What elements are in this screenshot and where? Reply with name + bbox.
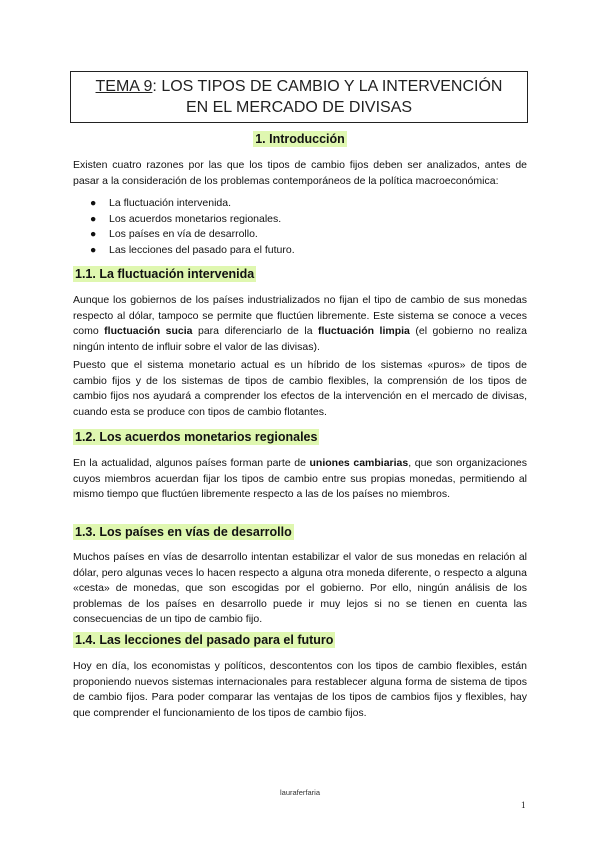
- list-item: [73, 243, 295, 259]
- intro-bullet-list: [73, 196, 295, 258]
- bullet-icon: ●: [90, 197, 97, 209]
- section-1-1-paragraph-2: Puesto que el sistema monetario actual es un híbrido de los sistemas «puros» de tipos de cambio fijos y de los sistemas de tipos de cambio flexibles, la comprensión de los tipos de cambio fijos nos ayudará a comprender los efectos de la intervención en el mercado de divisas, cuando esta se produce con tipos de cambio flotantes.: [73, 359, 527, 418]
- text-run: En la actualidad, algunos países forman parte de: [73, 457, 310, 469]
- list-item: [73, 196, 295, 212]
- term-fluctuacion-limpia: fluctuación limpia: [318, 325, 410, 337]
- section-1-1-heading: 1.1. La fluctuación intervenida: [75, 267, 255, 281]
- title-text-1: LOS TIPOS DE CAMBIO Y LA INTERVENCIÓN: [156, 78, 503, 95]
- list-item: [73, 212, 295, 228]
- title-colon: :: [152, 78, 157, 95]
- section-1-4-heading-row: [73, 633, 335, 647]
- title-number: TEMA 9: [95, 78, 153, 95]
- footer-author: lauraferfaria: [279, 788, 321, 797]
- section-1-3-heading-row: [73, 525, 527, 542]
- bullet-text: Los acuerdos monetarios regionales.: [109, 212, 282, 225]
- title-line-1: [71, 76, 527, 97]
- bullet-icon: ●: [90, 228, 97, 240]
- document-title: [70, 71, 528, 123]
- list-item: [73, 227, 295, 243]
- term-fluctuacion-sucia: fluctuación sucia: [104, 325, 193, 337]
- section-1-2-paragraph: [73, 456, 527, 503]
- text-run: Aunque los gobiernos de los países industrializados no fijan el tipo de cambio de sus monedas respecto al dólar, tampoco se permite que fluctúen libremente. Este sistema se conoce a veces como: [73, 294, 527, 337]
- section-1-2-heading: 1.2. Los acuerdos monetarios regionales: [75, 430, 318, 444]
- section-1-1-heading-row: [73, 267, 256, 281]
- bullet-text: Los países en vía de desarrollo.: [109, 228, 258, 240]
- section-1-2-heading-row: [73, 430, 319, 444]
- text-run: , que son organizaciones cuyos miembros acuerdan fijar los tipos de cambio entre sus propias monedas, permitiendo al mismo tiempo que fluctúen libremente respecto a las de los países no miembros.: [73, 457, 527, 500]
- page-number: 1: [521, 800, 526, 810]
- bullet-text: Las lecciones del pasado para el futuro.: [109, 243, 295, 256]
- text-run: (el gobierno no realiza ningún intento de influir sobre el valor de las divisas).: [73, 325, 527, 353]
- section-1-4-heading: 1.4. Las lecciones del pasado para el futuro: [75, 633, 334, 647]
- intro-heading: 1. Introducción: [255, 132, 345, 146]
- bullet-text: La fluctuación intervenida.: [109, 197, 231, 209]
- intro-paragraph: Existen cuatro razones por las que los tipos de cambio fijos deben ser analizados, antes de pasar a la consideración de los problemas contemporáneos de la política macroeconómica:: [73, 159, 527, 187]
- bullet-icon: ●: [90, 243, 97, 256]
- bullet-icon: ●: [90, 212, 97, 225]
- title-line-2: EN EL MERCADO DE DIVISAS: [185, 99, 413, 116]
- section-1-3-heading: 1.3. Los países en vías de desarrollo: [75, 525, 292, 539]
- term-uniones-cambiarias: uniones cambiarias: [309, 457, 409, 469]
- section-1-1-paragraph-1: [73, 293, 527, 355]
- intro-heading-row: [0, 132, 600, 146]
- section-1-4-paragraph: Hoy en día, los economistas y políticos, descontentos con los tipos de cambio flexibles, están proponiendo nuevos sistemas internacionales para restablecer alguna forma de sistema de tipos de cambio fijos. Para poder comparar las ventajas de los tipos de cambios fijos y flexibles, hay que comprender el funcionamiento de los tipos de cambio fijos.: [73, 660, 527, 719]
- section-1-3-paragraph: Muchos países en vías de desarrollo intentan estabilizar el valor de sus monedas en relación al dólar, pero algunas veces lo hacen respecto a alguna otra moneda diferente, o respecto a alguna «cesta» de monedas, que son escogidas por el gobierno. Por ello, ningún análisis de los problemas de los países en desarrollo puede ir muy lejos si no se tienen en cuenta las consecuencias de un tipo de cambio fijo.: [73, 551, 527, 625]
- text-run: para diferenciarlo de la: [192, 325, 319, 337]
